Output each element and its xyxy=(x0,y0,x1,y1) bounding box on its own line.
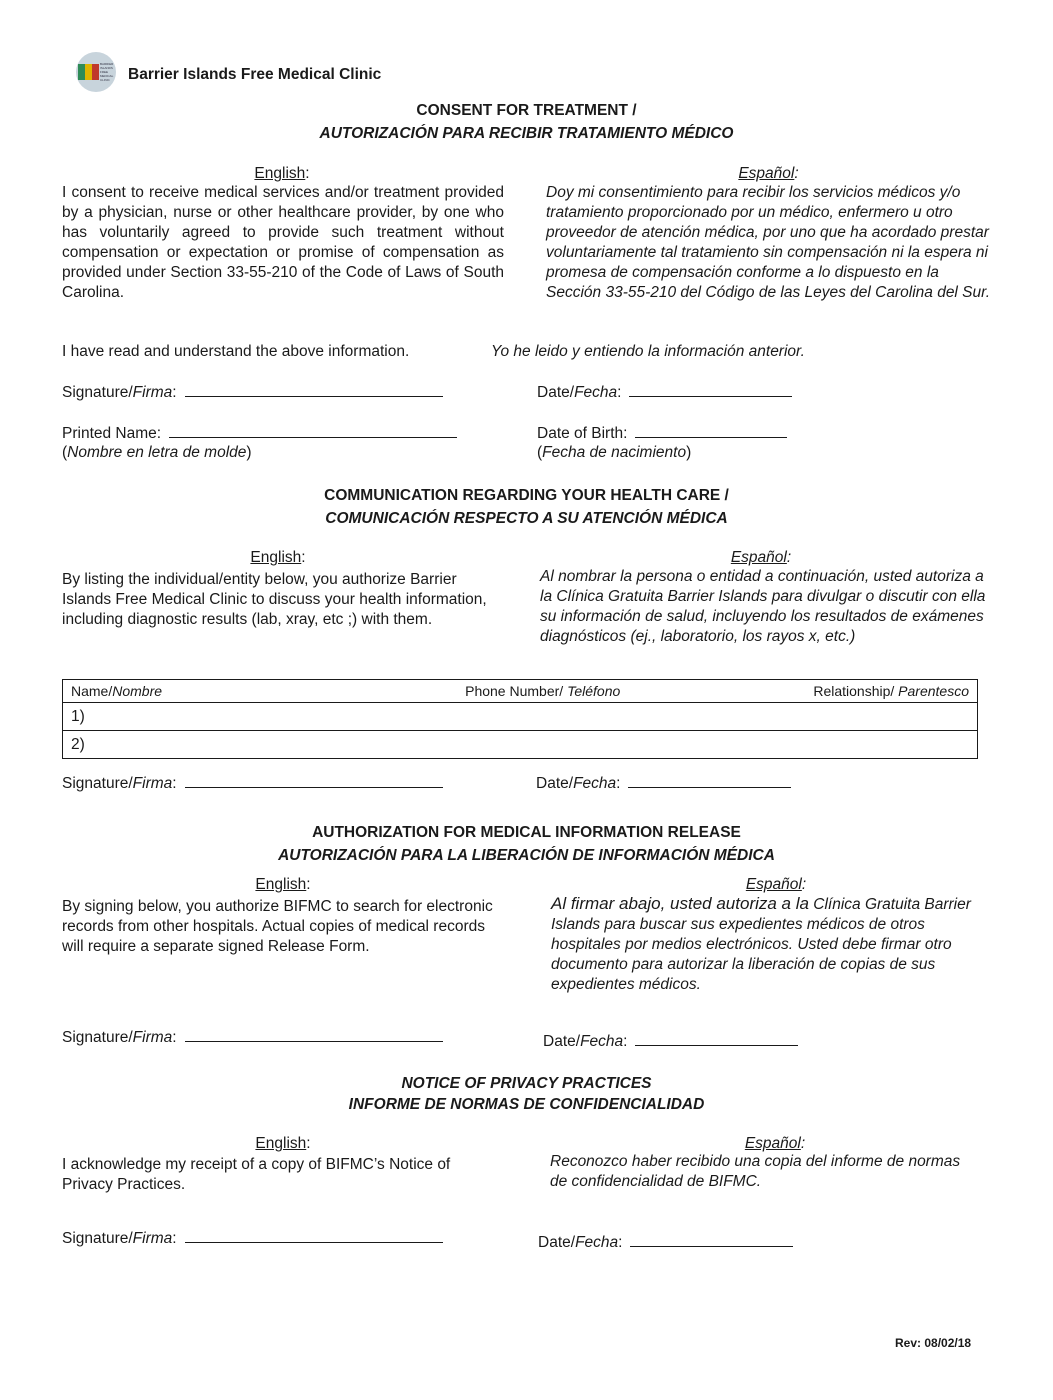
communication-date-row: Date/Fecha: xyxy=(536,774,791,794)
release-english-text: By signing below, you authorize BIFMC to search for electronic records from other hospitals. Actual copies of medical records will require a separate signed Release Form. xyxy=(62,898,493,955)
logo-text: BARRIER ISLANDS FREE MEDICAL CLINIC xyxy=(100,62,114,82)
consent-date-line[interactable] xyxy=(629,383,792,397)
consent-signature-row: Signature/Firma: xyxy=(62,383,443,403)
logo-stripe-green xyxy=(78,64,85,80)
consent-english-label: English: xyxy=(254,165,310,182)
communication-signature-row: Signature/Firma: xyxy=(62,774,443,794)
dob-row: Date of Birth: xyxy=(537,424,787,444)
printed-name-es: (Nombre en letra de molde) xyxy=(62,444,252,461)
contacts-table xyxy=(62,679,978,759)
privacy-date-row: Date/Fecha: xyxy=(538,1233,793,1253)
col-relationship-header: Relationship/ Parentesco xyxy=(813,683,969,699)
communication-english-text: By listing the individual/entity below, you authorize Barrier Islands Free Medical Clinic to discuss your health information, including diagnostic results (lab, xray, etc ;) with them. xyxy=(62,571,487,628)
communication-date-line[interactable] xyxy=(628,774,791,788)
revision-label: Rev: 08/02/18 xyxy=(895,1336,972,1350)
communication-title-es: COMUNICACIÓN RESPECTO A SU ATENCIÓN MÉDICA xyxy=(325,510,728,527)
communication-signature-line[interactable] xyxy=(185,774,443,788)
contacts-table-header xyxy=(63,680,978,703)
consent-ack-es: Yo he leido y entiendo la información anterior. xyxy=(491,343,805,360)
consent-title-es: AUTORIZACIÓN PARA RECIBIR TRATAMIENTO MÉDICO xyxy=(319,125,734,142)
printed-name-row: Printed Name: xyxy=(62,424,457,444)
dob-es: (Fecha de nacimiento) xyxy=(537,444,692,461)
contact-row-1[interactable]: 1) xyxy=(63,703,978,731)
consent-ack-en: I have read and understand the above information. xyxy=(62,343,410,360)
contact-row-2[interactable]: 2) xyxy=(63,731,978,759)
consent-english-text: I consent to receive medical services and/or treatment provided by a physician, nurse or other healthcare provider, by one who has voluntarily agreed to provide such treatment without compensation or expectation or promise of compensation as provided under Section 33-55-210 of the Code of Laws of South Carolina. xyxy=(62,184,504,301)
privacy-signature-row: Signature/Firma: xyxy=(62,1229,443,1249)
release-english-label: English: xyxy=(255,876,311,893)
release-date-row: Date/Fecha: xyxy=(543,1032,798,1052)
consent-date-row: Date/Fecha: xyxy=(537,383,792,403)
table-row[interactable] xyxy=(63,731,978,759)
release-signature-line[interactable] xyxy=(185,1028,443,1042)
release-date-line[interactable] xyxy=(635,1032,798,1046)
privacy-spanish-label: Español: xyxy=(744,1135,806,1152)
consent-spanish-label: Español: xyxy=(738,165,799,182)
privacy-english-text: I acknowledge my receipt of a copy of BIFMC’s Notice of Privacy Practices. xyxy=(62,1156,451,1193)
dob-line[interactable] xyxy=(635,424,787,438)
release-title-es: AUTORIZACIÓN PARA LA LIBERACIÓN DE INFORMACIÓN MÉDICA xyxy=(278,847,775,864)
communication-spanish-label: Español: xyxy=(730,549,792,566)
release-spanish-text: Al firmar abajo, usted autoriza a la Clínica Gratuita Barrier Islands para buscar sus expedientes médicos de otros hospitales por medios electrónicos. Usted debe firmar otro documento para autorizar la liberación de copias de sus expedientes médicos. xyxy=(551,894,971,993)
privacy-english-label: English: xyxy=(255,1135,311,1152)
col-name-header: Name/Nombre xyxy=(71,683,163,699)
consent-signature-line[interactable] xyxy=(185,383,443,397)
release-signature-row: Signature/Firma: xyxy=(62,1028,443,1048)
clinic-name: Barrier Islands Free Medical Clinic xyxy=(128,66,382,83)
privacy-title-es: INFORME DE NORMAS DE CONFIDENCIALIDAD xyxy=(348,1096,705,1113)
communication-title-en: COMMUNICATION REGARDING YOUR HEALTH CARE / xyxy=(324,487,729,504)
privacy-spanish-text: Reconozco haber recibido una copia del informe de normas de confidencialidad de BIFMC. xyxy=(550,1153,961,1190)
communication-spanish-text: Al nombrar la persona o entidad a continuación, usted autoriza a la Clínica Gratuita Barrier Islands para divulgar o discutir con ella su información de salud, incluyendo los resultados de exámenes diagnósticos (ej., laboratorio, los rayos x, etc.) xyxy=(540,568,986,645)
col-phone-header: Phone Number/ Teléfono xyxy=(465,683,621,699)
privacy-title-en: NOTICE OF PRIVACY PRACTICES xyxy=(401,1075,652,1092)
printed-name-line[interactable] xyxy=(169,424,457,438)
table-row[interactable] xyxy=(63,703,978,731)
release-title-en: AUTHORIZATION FOR MEDICAL INFORMATION RELEASE xyxy=(312,824,741,841)
consent-spanish-text: Doy mi consentimiento para recibir los servicios médicos y/o tratamiento proporcionado por un médico, enfermero u otro proveedor de atención médica, por uno que ha acordado prestar voluntariamente tal tratamiento sin compensación ni la espera ni promesa de compensación conforme a lo dispuesto en la Sección 33-55-210 del Código de las Leyes del Carolina del Sur. xyxy=(546,184,991,301)
consent-title-en: CONSENT FOR TREATMENT / xyxy=(416,102,637,119)
logo-stripe-yellow xyxy=(85,64,92,80)
release-spanish-label: Español: xyxy=(745,876,807,893)
communication-english-label: English: xyxy=(250,549,306,566)
clinic-logo xyxy=(76,52,116,92)
privacy-date-line[interactable] xyxy=(630,1233,793,1247)
contacts-header-cell xyxy=(63,680,978,703)
logo-stripe-red xyxy=(92,64,99,80)
privacy-signature-line[interactable] xyxy=(185,1229,443,1243)
